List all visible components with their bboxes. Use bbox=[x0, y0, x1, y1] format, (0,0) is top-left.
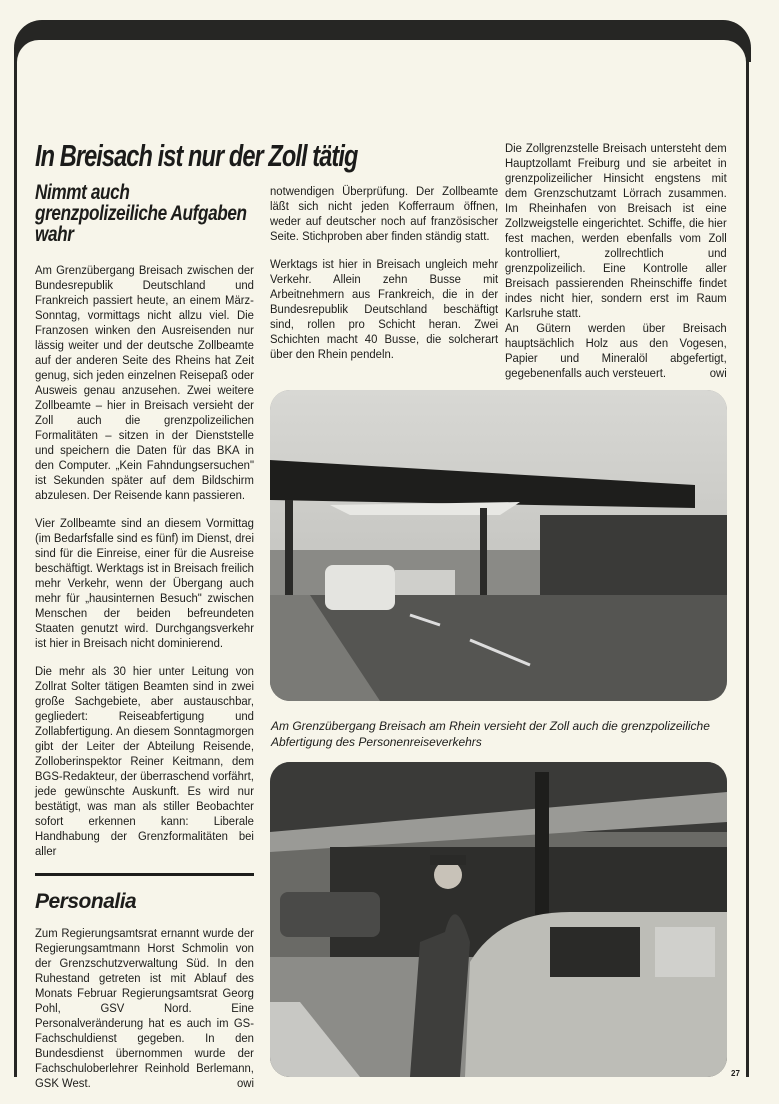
page-frame-right bbox=[746, 50, 749, 1077]
paragraph: Vier Zollbeamte sind an diesem Vormittag (im Bedarfsfalle sind es fünf) im Dienst, drei sind für die Einreise, einer für die Ausreise beschäftigt. Werktags ist in Breisach freilich mehr Verkehr, wenn der Übergang auch mehr für „hausinternen Besuch" zwischen Menschen der beiden befreundeten Staaten genutzt wird. Durchgangsverkehr ist hier in Breisach nicht dominierend. bbox=[35, 516, 254, 650]
paragraph: Zum Regierungsamtsrat ernannt wurde der Regierungsamtmann Horst Schmolin von der Grenzschutzverwaltung Süd. In den Ruhestand getreten ist mit Ablauf des Monats Februar Regierungsamtsrat Georg Pohl, GSV Nord. Eine Personalveränderung hat es auch im GS-Fachschuldienst gegeben. In den Bundesdienst übernommen wurde der Fachschuloberlehrer Reinhold Berlemann, GSK West. owi bbox=[35, 926, 254, 1090]
article-title: In Breisach ist nur der Zoll tätig bbox=[35, 138, 358, 173]
personalia-heading: Personalia bbox=[35, 890, 137, 913]
author-signature: owi bbox=[709, 366, 727, 380]
article-subtitle: Nimmt auch grenzpolizeiliche Aufgaben wahr bbox=[35, 180, 247, 246]
paragraph: Die mehr als 30 hier unter Leitung von Zollrat Solter tätigen Beamten sind in zwei große Sachgebiete, aber austauschbar, gegliedert: Reiseabfertigung und Zollabfertigung. An diesem Sonntagmorgen gibt der Leiter der Abteilung Reisende, Zolloberinspektor Reiner Keitmann, dem BGS-Redakteur, der überraschend vorfährt, jede gewünschte Auskunft. Es wird nur bestätigt, was man als stiller Beobachter sofort erkennen kann: Liberale Handhabung der Grenzformalitäten bei aller bbox=[35, 664, 254, 858]
paragraph: An Gütern werden über Breisach hauptsächlich Holz aus den Vogesen, Papier und Mineralöl abgefertigt, gegebenenfalls auch versteuert. owi bbox=[505, 321, 727, 380]
page-number: 27 bbox=[731, 1069, 740, 1078]
article-column-1 bbox=[35, 263, 254, 872]
page-frame-left bbox=[14, 50, 17, 1077]
article-column-3 bbox=[505, 141, 727, 394]
page-frame-inner bbox=[17, 40, 746, 80]
section-divider bbox=[35, 873, 254, 876]
article-column-2 bbox=[270, 184, 498, 375]
photo-caption: Am Grenzübergang Breisach am Rhein versieht der Zoll auch die grenzpolizeiliche Abfertigung des Personenreiseverkehrs bbox=[271, 719, 710, 749]
photo-customs-officer bbox=[270, 762, 727, 1077]
personalia-text bbox=[35, 926, 254, 1104]
paragraph: Am Grenzübergang Breisach zwischen der Bundesrepublik Deutschland und Frankreich passiert heute, an einem März-Sonntag, vormittags nicht allzu viel. Die Franzosen winken den Ausreisenden nur lässig weiter und der deutsche Zollbeamte auf der anderen Seite des Rheins hat Zeit genug, sich jeden einzelnen Reisepaß oder Ausweis genau anzusehen. Zwei weitere Zollbeamte – hier in Breisach versieht der Zoll auch die grenzpolizeilichen Formalitäten – sitzen in der Dienststelle und speichern die Daten für das BKA in den Computer. „Kein Fahndungsersuchen" ist Sekunden später auf dem Bildschirm abzulesen. Der Reisende kann passieren. bbox=[35, 263, 254, 502]
author-signature: owi bbox=[236, 1076, 254, 1090]
paragraph: Werktags ist hier in Breisach ungleich mehr Verkehr. Allein zehn Busse mit Arbeitnehmern aus Frankreich, die in der Bundesrepublik Deutschland beschäftigt sind, rollen pro Schicht heran. Zwei Schichten macht 40 Busse, die solcherart über den Rhein pendeln. bbox=[270, 257, 499, 361]
paragraph: notwendigen Überprüfung. Der Zollbeamte läßt sich nicht jeden Kofferraum öffnen, weder auf deutscher noch auf französischer Seite. Stichproben aber finden ständig statt. bbox=[270, 184, 499, 243]
paragraph: Die Zollgrenzstelle Breisach untersteht dem Hauptzollamt Freiburg und sie arbeitet in grenzpolizeilicher Hinsicht engstens mit dem Grenzschutzamt Lörrach zusammen. Im Rheinhafen von Breisach ist eine Zollzweigstelle eingerichtet. Schiffe, die hier fest machen, werden ebenfalls vom Zoll kontrolliert, zollrechtlich und grenzpolizeilich. Eine Kontrolle aller Breisach passierenden Rheinschiffe findet indes nicht hier, sondern erst im Raum Karlsruhe statt. bbox=[505, 141, 727, 320]
photo-border-crossing-canopy bbox=[270, 390, 727, 701]
